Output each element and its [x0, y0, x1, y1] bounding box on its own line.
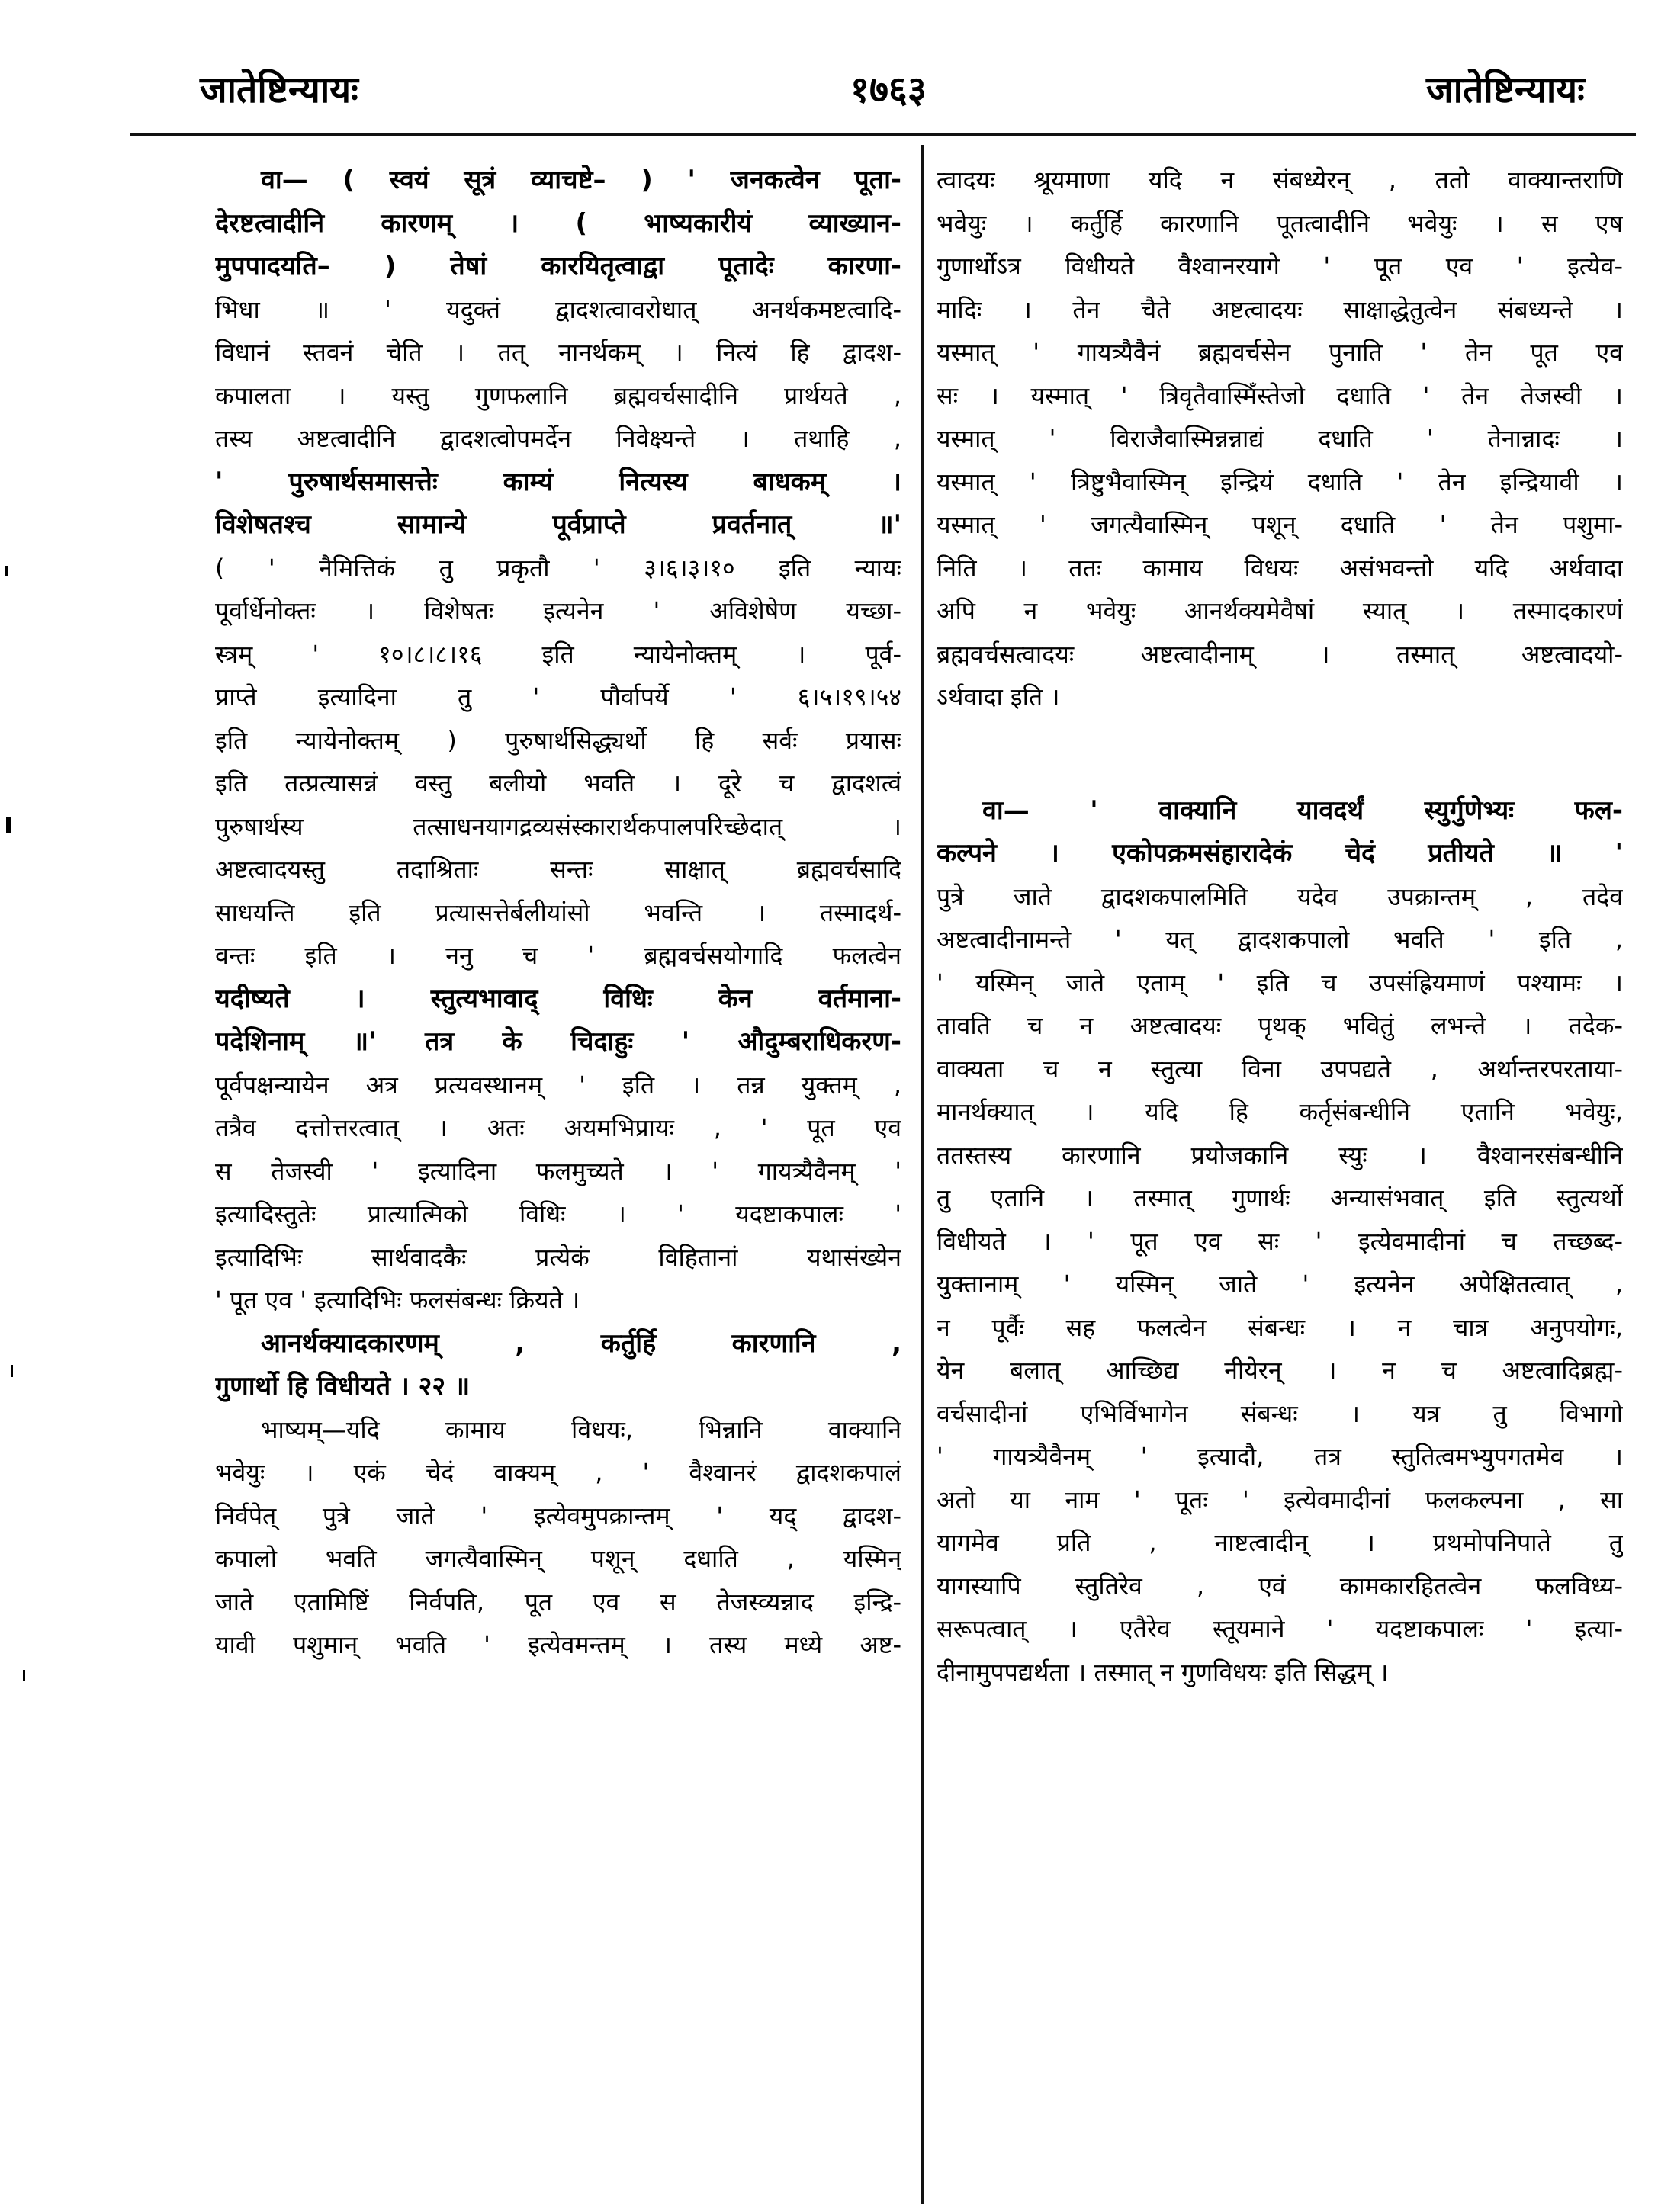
- text-line: वा— ( स्वयं सूत्रं व्याचष्टे– ) ' जनकत्वेन पूता-: [261, 165, 901, 195]
- text-line: ऽर्थवादा इति ।: [937, 682, 1060, 711]
- text-line: देरष्टत्वादीनि कारणम् । ( भाष्यकारीयं व्याख्यान-: [215, 207, 901, 239]
- text-line: यावी पशुमान् भवति ' इत्येवमन्तम् । तस्य मध्ये अष्ट-: [215, 1630, 901, 1659]
- running-header: [0, 64, 1674, 117]
- text-line: यस्मात् ' गायत्र्यैवैनं ब्रह्मवर्चसेन पुनाति ' तेन पूत एव: [937, 338, 1623, 367]
- sutra-line: गुणार्थो हि विधीयते । २२ ॥: [215, 1371, 471, 1401]
- text-line: सरूपत्वात् । एतैरेव स्तूयमाने ' यदष्टाकपालः ' इत्या-: [937, 1614, 1623, 1643]
- text-line: जाते एतामिष्टिं निर्वपति, पूत एव स तेजस्व्यन्नाद इन्द्रि-: [215, 1587, 901, 1616]
- paragraph-gap: [937, 765, 1623, 789]
- text-line: कल्पने । एकोपक्रमसंहारादेकं चेदं प्रतीयते ॥ ': [937, 838, 1623, 868]
- text-line: वन्तः इति । ननु च ' ब्रह्मवर्चसयोगादि फलत्वेन: [215, 941, 901, 970]
- text-line: इति न्यायेनोक्तम् ) पुरुषार्थसिद्ध्यर्थो हि सर्वः प्रयासः: [215, 725, 901, 755]
- margin-mark: [23, 1670, 25, 1681]
- page-number: १७६३: [850, 69, 927, 111]
- header-right-title: जातेष्टिन्यायः: [1426, 69, 1585, 111]
- text-line: तावति च न अष्टत्वादयः पृथक् भवितुं लभन्ते । तदेक-: [937, 1011, 1623, 1040]
- text-line: इति तत्प्रत्यासन्नं वस्तु बलीयो भवति । दूरे च द्वादशत्वं: [215, 769, 901, 798]
- text-line: साधयन्ति इति प्रत्यासत्तेर्बलीयांसो भवन्ति । तस्मादर्थ-: [215, 897, 901, 927]
- text-line: कपालता । यस्तु गुणफलानि ब्रह्मवर्चसादीनि प्रार्थयते ,: [215, 380, 901, 410]
- text-line: तत्रैव दत्तोत्तरत्वात् । अतः अयमभिप्रायः , ' पूत एव: [215, 1113, 901, 1142]
- text-line: वर्चसादीनां एभिर्विभागेन संबन्धः । यत्र तु विभागो: [937, 1398, 1623, 1428]
- text-line: विशेषतश्च सामान्ये पूर्वप्राप्ते प्रवर्तनात् ॥': [215, 509, 901, 540]
- column-divider: [921, 145, 924, 2204]
- text-line: वा— ' वाक्यानि यावदर्थं स्युर्गुणेभ्यः फल-: [982, 795, 1623, 826]
- margin-mark: [5, 566, 8, 576]
- margin-mark: [11, 1365, 13, 1377]
- text-line: ' पूत एव ' इत्यादिभिः फलसंबन्धः क्रियते ।: [215, 1286, 580, 1315]
- text-line: पूर्वपक्षन्यायेन अत्र प्रत्यवस्थानम् ' इति । तन्न युक्तम् ,: [215, 1070, 901, 1100]
- margin-mark: [6, 817, 11, 833]
- text-line: तस्य अष्टत्वादीनि द्वादशत्वोपमर्देन निवेक्ष्यन्ते । तथाहि ,: [215, 424, 901, 453]
- text-line: यागमेव प्रति , नाष्टत्वादीन् । प्रथमोपनिपाते तु: [937, 1528, 1623, 1557]
- text-line: ' पुरुषार्थसमासत्तेः काम्यं नित्यस्य बाधकम् ।: [215, 466, 901, 497]
- text-line: प्राप्ते इत्यादिना तु ' पौर्वापर्ये ' ६।५।१९।५४: [215, 682, 901, 711]
- text-line: अपि न भवेयुः आनर्थक्यमेवैषां स्यात् । तस्मादकारणं: [937, 596, 1623, 625]
- sutra-line: आनर्थक्यादकारणम् , कर्तुर्हि कारणानि ,: [261, 1328, 901, 1359]
- text-line: यागस्यापि स्तुतिरेव , एवं कामकारहितत्वेन फलविध्य-: [937, 1571, 1623, 1600]
- text-line: ( ' नैमित्तिकं तु प्रकृतौ ' ३।६।३।१० इति न्यायः: [215, 553, 901, 583]
- text-line: भवेयुः । एकं चेदं वाक्यम् , ' वैश्वानरं द्वादशकपालं: [215, 1458, 901, 1487]
- text-line: येन बलात् आच्छिद्य नीयेरन् । न च अष्टत्वादिब्रह्म-: [937, 1356, 1623, 1385]
- text-line: पदेशिनाम् ॥' तत्र के चिदाहुः ' औदुम्बराधिकरण-: [215, 1026, 901, 1057]
- text-line: यस्मात् ' जगत्यैवास्मिन् पशून् दधाति ' तेन पशुमा-: [937, 510, 1623, 539]
- text-line: भाष्यम्—यदि कामाय विधयः, भिन्नानि वाक्यानि: [261, 1414, 901, 1444]
- text-line: यदीष्यते । स्तुत्यभावाद् विधिः केन वर्तमाना-: [215, 983, 901, 1014]
- text-line: अष्टत्वादीनामन्ते ' यत् द्वादशकपालो भवति ' इति ,: [937, 925, 1623, 954]
- text-line: यस्मात् ' त्रिष्टुभैवास्मिन् इन्द्रियं दधाति ' तेन इन्द्रियावी ।: [937, 467, 1623, 496]
- text-line: न पूर्वैः सह फलत्वेन संबन्धः । न चात्र अनुपयोगः,: [937, 1312, 1623, 1342]
- text-line: इत्यादिभिः सार्थवादकैः प्रत्येकं विहितानां यथासंख्येन: [215, 1242, 901, 1272]
- text-line: भिधा ॥ ' यदुक्तं द्वादशत्वावरोधात् अनर्थकमष्टत्वादि-: [215, 294, 901, 324]
- text-line: विधीयते । ' पूत एव सः ' इत्येवमादीनां च तच्छब्द-: [937, 1226, 1623, 1256]
- text-line: विधानं स्तवनं चेति । तत् नानर्थकम् । नित्यं हि द्वादश-: [215, 338, 901, 367]
- text-line: यस्मात् ' विराजैवास्मिन्नन्नाद्यं दधाति ' तेनान्नादः ।: [937, 424, 1623, 453]
- text-line: ब्रह्मवर्चसत्वादयः अष्टत्वादीनाम् । तस्मात् अष्टत्वादयो-: [937, 639, 1623, 669]
- text-line: वाक्यता च न स्तुत्या विना उपपद्यते , अर्थान्तरपरताया-: [937, 1054, 1623, 1084]
- text-line: अतो या नाम ' पूतः ' इत्येवमादीनां फलकल्पना , सा: [937, 1485, 1623, 1514]
- text-line: ततस्तस्य कारणानि प्रयोजकानि स्युः । वैश्वानरसंबन्धीनि: [937, 1140, 1623, 1170]
- paragraph-gap: [937, 719, 1623, 765]
- header-rule: [130, 133, 1636, 136]
- text-line: अष्टत्वादयस्तु तदाश्रिताः सन्तः साक्षात् ब्रह्मवर्चसादि: [215, 855, 901, 884]
- left-column: [215, 159, 901, 1667]
- text-line: इत्यादिस्तुतेः प्रात्यात्मिको विधिः । ' यदष्टाकपालः ': [215, 1199, 901, 1228]
- text-line: सः । यस्मात् ' त्रिवृतैवास्मिँस्तेजो दधाति ' तेन तेजस्वी ।: [937, 380, 1623, 410]
- text-line: तु एतानि । तस्मात् गुणार्थः अन्यासंभवात् इति स्तुत्यर्थो: [937, 1183, 1623, 1212]
- text-line: पुरुषार्थस्य तत्साधनयागद्रव्यसंस्कारार्थकपालपरिच्छेदात् ।: [215, 811, 901, 841]
- text-line: पुत्रे जाते द्वादशकपालमिति यदेव उपक्रान्तम् , तदेव: [937, 881, 1623, 911]
- text-line: दीनामुपपद्यर्थता । तस्मात् न गुणविधयः इति सिद्धम् ।: [937, 1657, 1389, 1687]
- right-column: [937, 159, 1623, 1694]
- text-line: पूर्वार्धेनोक्तः । विशेषतः इत्यनेन ' अविशेषेण यच्छा-: [215, 596, 901, 625]
- text-line: ' गायत्र्यैवैनम् ' इत्यादौ, तत्र स्तुतित्वमभ्युपगतमेव ।: [937, 1442, 1623, 1471]
- text-line: गुणार्थोऽत्र विधीयते वैश्वानरयागे ' पूत एव ' इत्येव-: [937, 252, 1623, 281]
- text-line: निर्वपेत् पुत्रे जाते ' इत्येवमुपक्रान्तम् ' यद् द्वादश-: [215, 1501, 901, 1530]
- text-line: स तेजस्वी ' इत्यादिना फलमुच्यते । ' गायत्र्यैवैनम् ': [215, 1156, 901, 1186]
- text-line: मुपपादयति– ) तेषां कारयितृत्वाद्वा पूतादेः कारणा-: [215, 251, 901, 281]
- text-line: युक्तानाम् ' यस्मिन् जाते ' इत्यनेन अपेक्षितत्वात् ,: [937, 1270, 1623, 1299]
- text-line: कपालो भवति जगत्यैवास्मिन् पशून् दधाति , यस्मिन्: [215, 1544, 901, 1573]
- text-line: भवेयुः । कर्तुर्हि कारणानि पूतत्वादीनि भवेयुः । स एष: [937, 208, 1623, 238]
- header-left-title: जातेष्टिन्यायः: [200, 69, 358, 111]
- text-line: ' यस्मिन् जाते एताम् ' इति च उपसंह्रियमाणं पश्यामः ।: [937, 968, 1623, 997]
- text-line: स्त्रम् ' १०।८।८।१६ इति न्यायेनोक्तम् । पूर्व-: [215, 639, 901, 669]
- text-line: निति । ततः कामाय विधयः असंभवन्तो यदि अर्थवादा: [937, 553, 1623, 583]
- text-line: त्वादयः श्रूयमाणा यदि न संबध्येरन् , ततो वाक्यान्तराणि: [937, 165, 1623, 194]
- text-line: मानर्थक्यात् । यदि हि कर्तृसंबन्धीनि एतानि भवेयुः,: [937, 1097, 1623, 1126]
- text-line: मादिः । तेन चैते अष्टत्वादयः साक्षाद्धेतुत्वेन संबध्यन्ते ।: [937, 294, 1623, 324]
